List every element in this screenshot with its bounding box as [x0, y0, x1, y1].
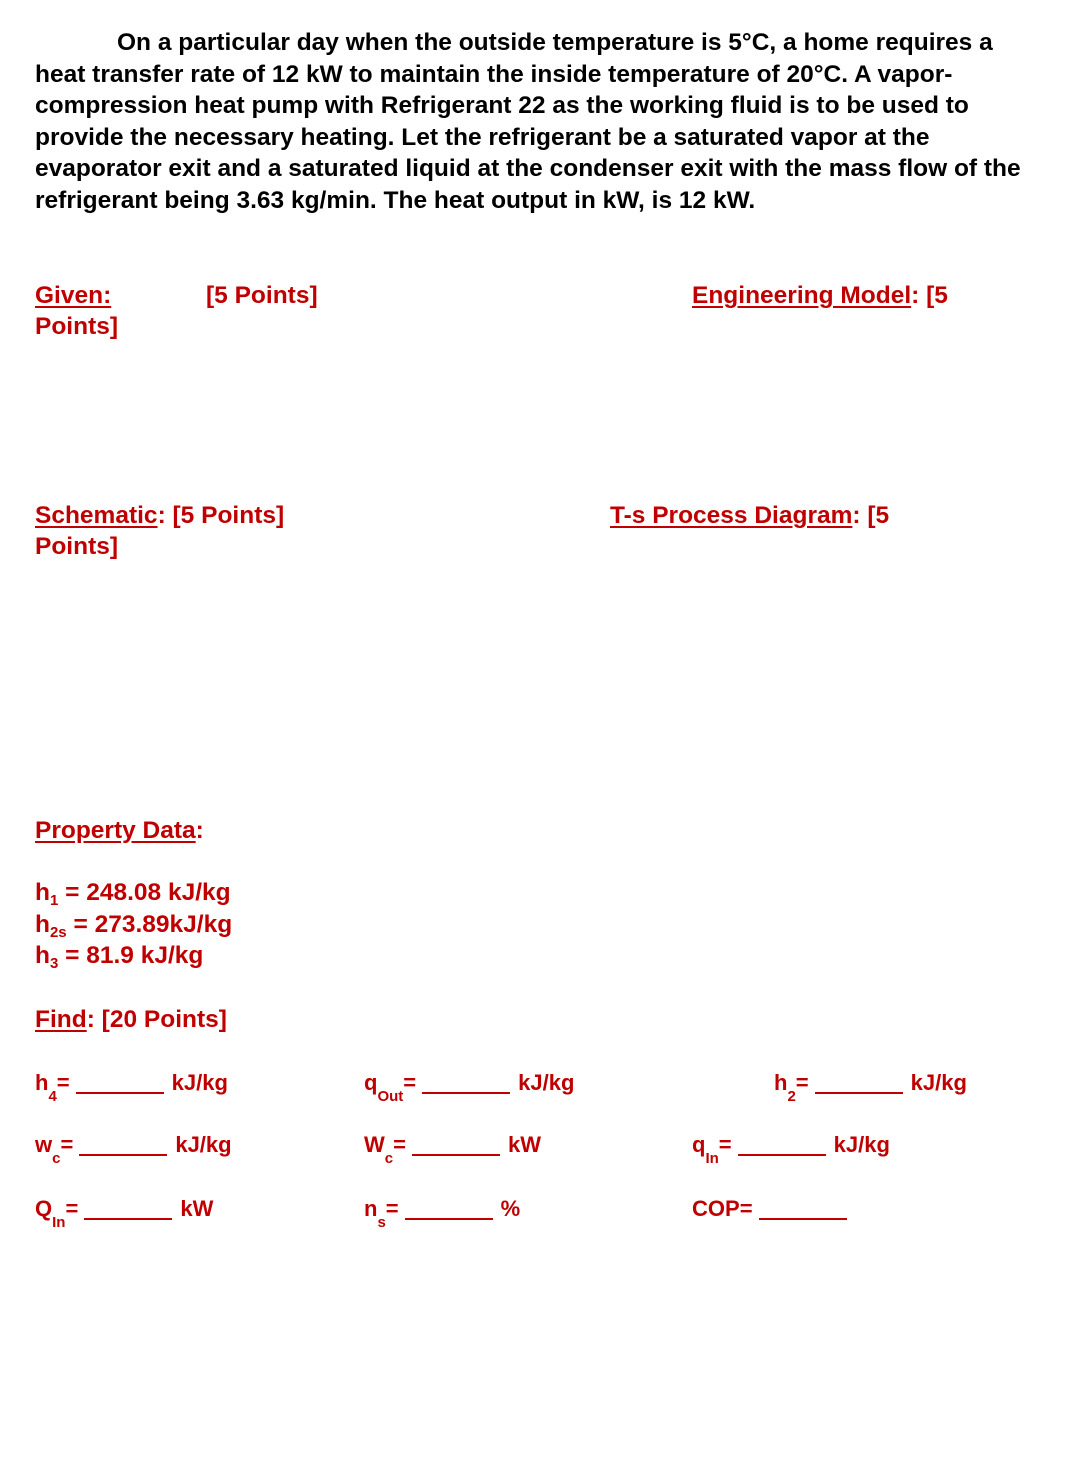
given-heading: [35, 280, 111, 312]
find-h2-equals: =: [795, 1070, 809, 1095]
engineering-model-points: : [5: [911, 282, 948, 309]
schematic-label: Schematic: [35, 502, 158, 529]
find-h2-symbol: h: [774, 1070, 788, 1095]
find-cop-symbol: COP: [692, 1196, 740, 1221]
find-Qin-symbol: Q: [35, 1196, 53, 1221]
find-h4-answer-blank[interactable]: [76, 1092, 164, 1094]
ts-diagram-points: : [5: [852, 502, 890, 529]
find-qin-unit: kJ/kg: [833, 1132, 890, 1157]
engineering-model-label: Engineering Model: [692, 282, 912, 309]
property-h2s-value: = 273.89kJ/kg: [66, 911, 233, 938]
find-ns-unit: %: [500, 1196, 521, 1221]
ts-diagram-label: T-s Process Diagram: [610, 502, 853, 529]
given-points-continued: Points]: [35, 313, 119, 340]
given-points: [5 Points]: [206, 282, 318, 309]
property-h2s: [35, 909, 232, 941]
find-cop-answer-blank[interactable]: [759, 1218, 847, 1220]
property-h1-subscript: 1: [49, 892, 59, 909]
find-Wc-rate-equals: =: [393, 1132, 406, 1157]
find-ns-answer-blank[interactable]: [405, 1218, 493, 1220]
find-cop: [692, 1195, 855, 1223]
find-wc-unit: kJ/kg: [175, 1132, 232, 1157]
property-h3-value: = 81.9 kJ/kg: [58, 942, 204, 969]
find-h4-symbol: h: [35, 1070, 49, 1095]
find-qin-equals: =: [718, 1132, 732, 1157]
schematic-points-continued: Points]: [35, 533, 119, 560]
find-wc-answer-blank[interactable]: [79, 1154, 167, 1156]
schematic-points: : [5 Points]: [157, 502, 285, 529]
find-label: Find: [35, 1006, 87, 1033]
property-data-colon: :: [195, 817, 204, 844]
find-Qin-equals: =: [65, 1196, 79, 1221]
find-Wc-rate: W c = kW: [364, 1132, 541, 1167]
find-qin-symbol: q: [692, 1132, 706, 1157]
find-qout-unit: kJ/kg: [518, 1070, 575, 1095]
find-h2-unit: kJ/kg: [910, 1070, 967, 1095]
property-h3-subscript: 3: [49, 955, 59, 972]
find-heading: [35, 1004, 227, 1036]
property-data-heading: [35, 815, 204, 847]
find-points: : [20 Points]: [86, 1006, 227, 1033]
find-qin: q In = kJ/kg: [692, 1132, 890, 1167]
find-qout-symbol: q: [364, 1070, 378, 1095]
find-wc: w c = kJ/kg: [35, 1132, 232, 1167]
find-wc-equals: =: [60, 1132, 74, 1157]
property-h1: [35, 877, 231, 909]
property-h1-symbol: h: [35, 879, 50, 906]
property-h3-symbol: h: [35, 942, 50, 969]
find-ns-equals: =: [385, 1196, 399, 1221]
find-qout-equals: =: [403, 1070, 417, 1095]
find-wc-symbol: w: [35, 1132, 53, 1157]
find-h4-unit: kJ/kg: [171, 1070, 228, 1095]
find-h2: h 2 = kJ/kg: [774, 1070, 967, 1105]
find-Qin: Q In = kW: [35, 1196, 214, 1231]
find-qin-answer-blank[interactable]: [738, 1154, 826, 1156]
find-qout: q Out = kJ/kg: [364, 1070, 575, 1105]
find-h4: h 4 = kJ/kg: [35, 1070, 228, 1105]
find-ns-symbol: n: [364, 1196, 378, 1221]
problem-text: On a particular day when the outside temperature is 5°C, a home requires a heat transfer rate of 12 kW to maintain the inside temperature of 20°C. A vapor-compression heat pump with Refrigerant 22 as the working fluid is to be used to provide the necessary heating. Let the refrigerant be a saturated vapor at the evaporator exit and a saturated liquid at the condenser exit with the mass flow of the refrigerant being 3.63 kg/min. The heat output in kW, is 12 kW.: [35, 29, 1021, 214]
engineering-model-heading: [692, 280, 948, 312]
property-h2s-symbol: h: [35, 911, 50, 938]
find-qout-answer-blank[interactable]: [422, 1092, 510, 1094]
find-ns: n s = %: [364, 1196, 521, 1231]
find-Wc-rate-unit: kW: [507, 1132, 541, 1157]
find-Wc-rate-symbol: W: [364, 1132, 385, 1157]
find-h2-answer-blank[interactable]: [815, 1092, 903, 1094]
ts-diagram-heading: [610, 500, 889, 532]
property-h2s-subscript: 2s: [49, 924, 67, 941]
find-Qin-answer-blank[interactable]: [84, 1218, 172, 1220]
property-data-label: Property Data: [35, 817, 196, 844]
property-h3: [35, 940, 203, 972]
schematic-heading: [35, 500, 284, 532]
given-label: Given:: [35, 282, 112, 309]
find-Wc-rate-answer-blank[interactable]: [412, 1154, 500, 1156]
find-cop-equals: =: [739, 1196, 753, 1221]
find-h4-equals: =: [56, 1070, 70, 1095]
problem-statement: [35, 27, 1045, 216]
find-Qin-unit: kW: [180, 1196, 214, 1221]
property-h1-value: = 248.08 kJ/kg: [58, 879, 231, 906]
